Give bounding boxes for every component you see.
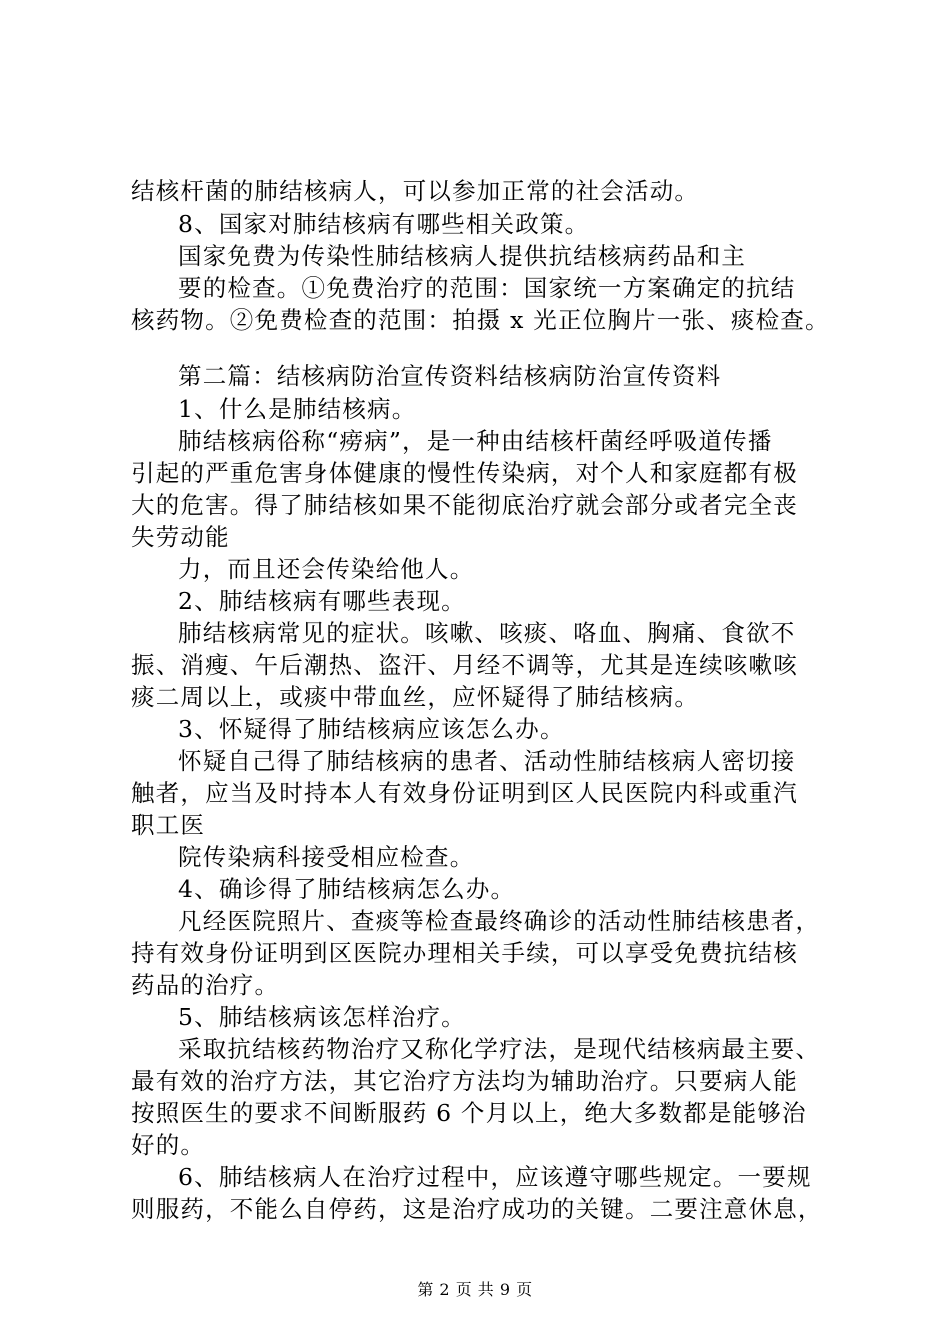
text-line: 大的危害。得了肺结核如果不能彻底治疗就会部分或者完全丧 [131, 491, 798, 519]
text-line: 职工医 [131, 811, 206, 839]
text-line: 最有效的治疗方法，其它治疗方法均为辅助治疗。只要病人能 [131, 1067, 798, 1095]
page-number-footer: 第 2 页 共 9 页 [417, 1280, 533, 1299]
text-line: 好的。 [131, 1131, 206, 1159]
text-line: 药品的治疗。 [131, 971, 280, 999]
text-line: 1、什么是肺结核病。 [178, 395, 417, 423]
text-line: 6、肺结核病人在治疗过程中，应该遵守哪些规定。一要规 [178, 1163, 812, 1191]
text-line: 痰二周以上，或痰中带血丝，应怀疑得了肺结核病。 [131, 683, 700, 711]
text-line: 5、肺结核病该怎样治疗。 [178, 1003, 466, 1031]
text-line: 凡经医院照片、查痰等检查最终确诊的活动性肺结核患者， [178, 907, 821, 935]
text-line: 肺结核病常见的症状。咳嗽、咳痰、咯血、胸痛、食欲不 [178, 619, 796, 647]
text-line: 4、确诊得了肺结核病怎么办。 [178, 875, 516, 903]
text-line: 则服药，不能么自停药，这是治疗成功的关键。二要注意休息， [131, 1195, 823, 1223]
text-line: 结核杆菌的肺结核病人，可以参加正常的社会活动。 [131, 177, 700, 205]
text-line: 肺结核病俗称“痨病”，是一种由结核杆菌经呼吸道传播 [178, 427, 773, 455]
section-heading: 第二篇：结核病防治宣传资料结核病防治宣传资料 [178, 362, 722, 390]
text-line: 院传染病科接受相应检查。 [178, 843, 475, 871]
text-line: 8、国家对肺结核病有哪些相关政策。 [178, 210, 590, 238]
text-line: 振、消瘦、午后潮热、盗汗、月经不调等，尤其是连续咳嗽咳 [131, 651, 798, 679]
text-line: 持有效身份证明到区医院办理相关手续，可以享受免费抗结核 [131, 939, 798, 967]
text-line: 力，而且还会传染给他人。 [178, 555, 475, 583]
text-line: 要的检查。①免费治疗的范围：国家统一方案确定的抗结 [178, 274, 796, 302]
text-line: 2、肺结核病有哪些表现。 [178, 587, 466, 615]
text-line: 触者，应当及时持本人有效身份证明到区人民医院内科或重汽 [131, 779, 798, 807]
text-line: 采取抗结核药物治疗又称化学疗法，是现代结核病最主要、 [178, 1035, 821, 1063]
text-line: 3、怀疑得了肺结核病应该怎么办。 [178, 715, 565, 743]
text-line: 引起的严重危害身体健康的慢性传染病，对个人和家庭都有极 [131, 459, 798, 487]
text-line: 怀疑自己得了肺结核病的患者、活动性肺结核病人密切接 [178, 747, 796, 775]
text-line: 按照医生的要求不间断服药 6 个月以上，绝大多数都是能够治 [131, 1099, 807, 1127]
text-line: 失劳动能 [131, 523, 230, 551]
text-line: 国家免费为传染性肺结核病人提供抗结核病药品和主 [178, 242, 747, 270]
text-line: 核药物。②免费检查的范围：拍摄 x 光正位胸片一张、痰检查。 [131, 306, 830, 334]
